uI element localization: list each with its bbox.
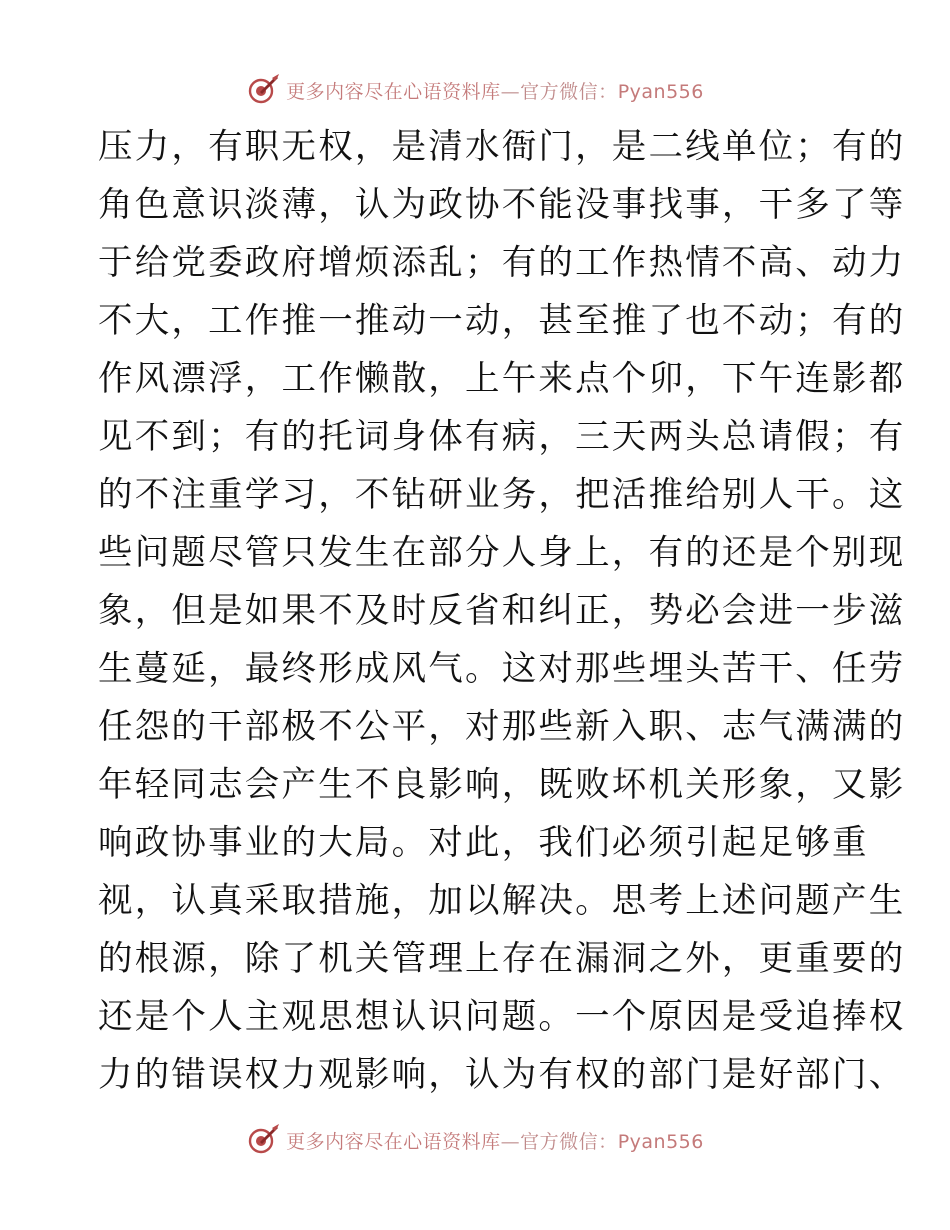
body-line: 还是个人主观思想认识问题。一个原因是受追捧权 [98, 997, 906, 1037]
body-line: 些问题尽管只发生在部分人身上，有的还是个别现 [98, 533, 906, 573]
banner-wechat-id: Pyan556 [617, 80, 704, 103]
body-line: 的不注重学习，不钻研业务，把活推给别人干。这 [98, 475, 906, 515]
banner-label: 官方微信： [520, 80, 618, 103]
banner-separator: — [500, 1130, 521, 1153]
body-line: 视，认真采取措施，加以解决。思考上述问题产生 [98, 881, 906, 921]
banner-label: 官方微信： [520, 1130, 618, 1153]
banner-brand: 更多内容尽在心语资料库 [286, 80, 501, 103]
body-line: 见不到；有的托词身体有病，三天两头总请假；有 [98, 417, 906, 457]
body-line: 作风漂浮，工作懒散，上午来点个卯，下午连影都 [98, 359, 906, 399]
body-line: 压力，有职无权，是清水衙门，是二线单位；有的 [98, 127, 906, 167]
footer-watermark-banner [0, 1120, 950, 1160]
document-body [98, 118, 906, 1104]
banner-brand: 更多内容尽在心语资料库 [286, 1130, 501, 1153]
body-line: 的根源，除了机关管理上存在漏洞之外，更重要的 [98, 939, 906, 979]
body-line: 力的错误权力观影响，认为有权的部门是好部门、 [98, 1055, 906, 1095]
header-watermark-banner [0, 70, 950, 110]
body-line: 象，但是如果不及时反省和纠正，势必会进一步滋 [98, 591, 906, 631]
quill-pen-icon [246, 1123, 280, 1157]
body-line: 生蔓延，最终形成风气。这对那些埋头苦干、任劳 [98, 649, 906, 689]
body-line: 于给党委政府增烦添乱；有的工作热情不高、动力 [98, 243, 906, 283]
quill-pen-icon [246, 73, 280, 107]
body-line: 角色意识淡薄，认为政协不能没事找事，干多了等 [98, 185, 906, 225]
body-line: 年轻同志会产生不良影响，既败坏机关形象，又影 [98, 765, 906, 805]
body-line: 响政协事业的大局。对此，我们必须引起足够重 [98, 823, 869, 863]
body-line: 不大，工作推一推动一动，甚至推了也不动；有的 [98, 301, 906, 341]
body-line: 任怨的干部极不公平，对那些新入职、志气满满的 [98, 707, 906, 747]
banner-separator: — [500, 80, 521, 103]
banner-wechat-id: Pyan556 [617, 1130, 704, 1153]
